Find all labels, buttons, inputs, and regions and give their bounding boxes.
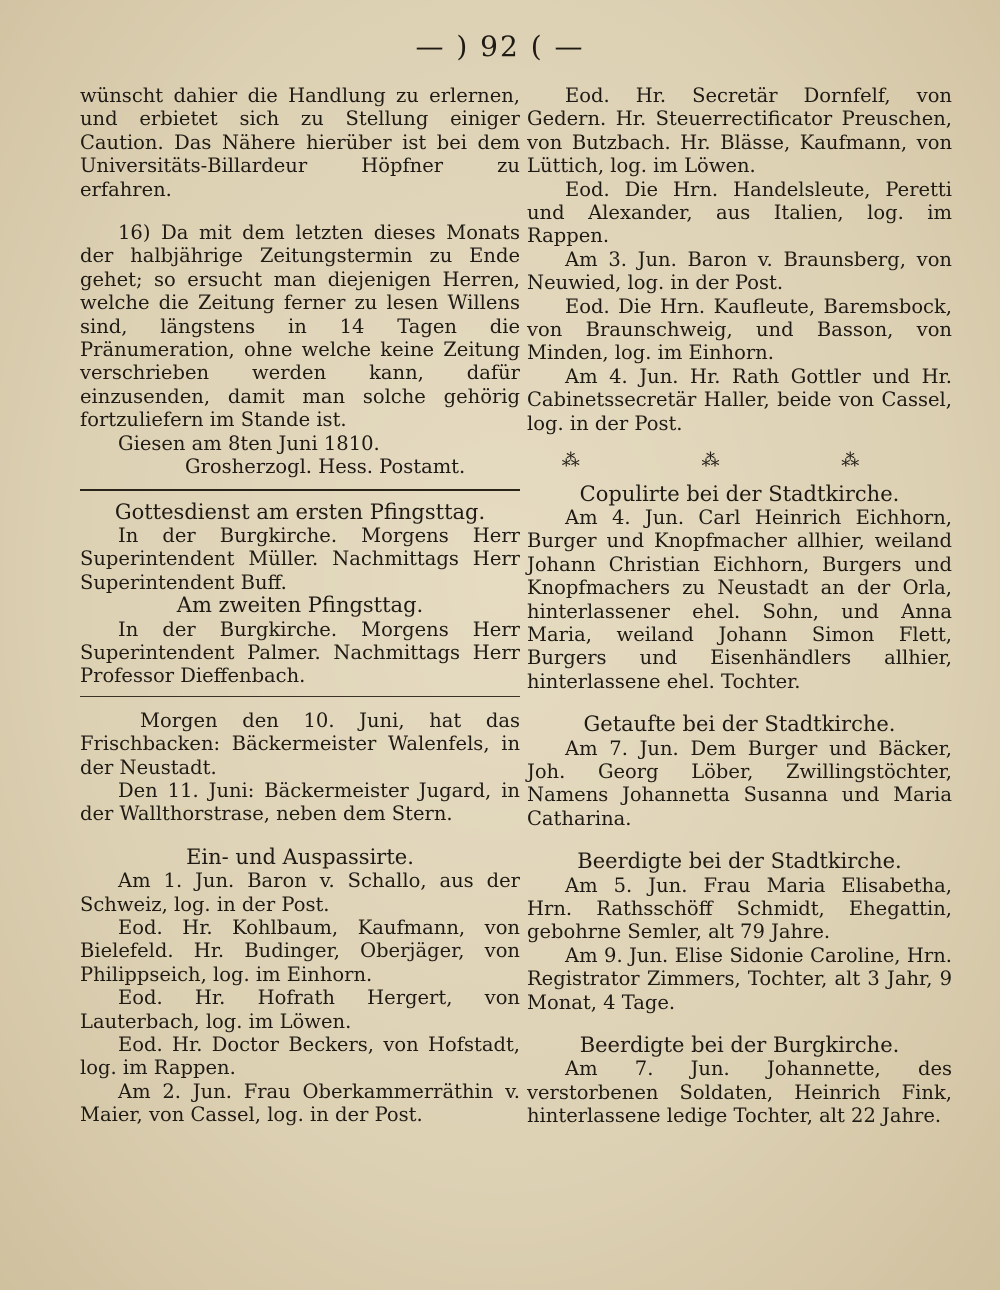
burial-entry: Am 9. Jun. Elise Sidonie Caroline, Hrn. Registrator Zimmers, Tochter, alt 3 Jahr, 9 Monat, 4 Tage. [527, 943, 952, 1014]
divider [80, 696, 520, 697]
arrival-entry: Eod. Hr. Doctor Beckers, von Hofstadt, log. im Rappen. [80, 1033, 520, 1080]
divider [80, 489, 520, 491]
page-number-header: — ) 92 ( — [415, 30, 585, 63]
notice-16: 16) Da mit dem letzten dieses Monats der halbjährige Zeitungstermin zu Ende gehet; so ersucht man diejenigen Herren, welche die Zeitung ferner zu lesen Willens sind, längstens in 14 Tagen die Pränumeration, ohne welche keine Zeitung verschrieben werden kann, dafür einzusenden, damit man solche gehörig fortzuliefern im Stande ist. [80, 221, 520, 432]
pentecost2-title: Am zweiten Pfingsttag. [176, 593, 424, 618]
pentecost1-text: In der Burgkirche. Morgens Herr Superintendent Müller. Nachmittags Herr Superintendent Buff. [80, 523, 520, 594]
arrival-entry: Eod. Die Hrn. Handelsleute, Peretti und Alexander, aus Italien, log. im Rappen. [527, 177, 952, 248]
arrival-entry: Eod. Hr. Kohlbaum, Kaufmann, von Bielefeld. Hr. Budinger, Oberjäger, von Philippseich, log. im Einhorn. [80, 916, 520, 986]
arrival-entry: Am 2. Jun. Frau Oberkammerräthin v. Maier, von Cassel, log. in der Post. [80, 1079, 520, 1127]
pentecost2-text: In der Burgkirche. Morgens Herr Superintendent Palmer. Nachmittags Herr Professor Dieffenbach. [80, 617, 520, 688]
baptized-text: Am 7. Jun. Dem Burger und Bäcker, Joh. Georg Löber, Zwillingstöchter, Namens Johannetta Susanna und Maria Catharina. [527, 736, 952, 830]
arrival-entry: Eod. Hr. Hofrath Hergert, von Lauterbach, log. im Löwen. [80, 986, 520, 1033]
baker-notice-2: Den 11. Juni: Bäckermeister Jugard, in der Wallthorstrase, neben dem Stern. [80, 778, 520, 826]
buried-burgkirche-title: Beerdigte bei der Burgkirche. [579, 1033, 900, 1058]
pentecost1-title: Gottesdienst am ersten Pfingsttag. [114, 499, 486, 524]
arrival-entry: Am 1. Jun. Baron v. Schallo, aus der Schweiz, log. in der Post. [80, 869, 520, 916]
baker-notice-1: Morgen den 10. Juni, hat das Frischbacken: Bäckermeister Walenfels, in der Neustadt. [80, 708, 520, 779]
arrivals-title: Ein- und Auspassirte. [186, 844, 414, 869]
married-title: Copulirte bei der Stadtkirche. [579, 481, 900, 506]
asterism-ornament-icon: ⁂ ⁂ ⁂ [561, 450, 918, 472]
arrival-entry: Am 4. Jun. Hr. Rath Gottler und Hr. Cabinetssecretär Haller, beide von Cassel, log. in der Post. [527, 364, 952, 435]
sign-place-date: Giesen am 8ten Juni 1810. [118, 431, 380, 455]
buried-stadtkirche-title: Beerdigte bei der Stadtkirche. [577, 849, 902, 874]
married-text: Am 4. Jun. Carl Heinrich Eichhorn, Burger und Knopfmacher allhier, weiland Johann Christian Eichhorn, Burgers und Knopfmachers zu Neustadt an der Orla, hinterlassener ehel. Sohn, und Anna Maria, weiland Johann Simon Flett, Burgers und Eisenhändlers allhier, hinterlassene ehel. Tochter. [527, 505, 952, 693]
arrival-entry: Am 3. Jun. Baron v. Braunsberg, von Neuwied, log. in der Post. [527, 247, 952, 295]
arrival-entry: Eod. Hr. Secretär Dornfelf, von Gedern. Hr. Steuerrectificator Preuschen, von Butzbach. Hr. Blässe, Kaufmann, von Lüttich, log. im Löwen. [527, 84, 952, 178]
right-column [527, 84, 952, 1128]
arrival-entry: Eod. Die Hrn. Kaufleute, Baremsbock, von Braunschweig, und Basson, von Minden, log. im Einhorn. [527, 294, 952, 365]
burial-entry: Am 7. Jun. Johannette, des verstorbenen Soldaten, Heinrich Fink, hinterlassene ledige Tochter, alt 22 Jahre. [527, 1057, 952, 1128]
intro-paragraph: wünscht dahier die Handlung zu erlernen, und erbietet sich zu Stellung einiger Caution. Das Nähere hierüber ist bei dem Universitäts-Billardeur Höpfner zu erfahren. [80, 84, 520, 201]
burial-entry: Am 5. Jun. Frau Maria Elisabetha, Hrn. Rathsschöff Schmidt, Ehegattin, gebohrne Semler, alt 79 Jahre. [527, 873, 952, 944]
baptized-title: Getaufte bei der Stadtkirche. [583, 712, 896, 737]
sign-office: Grosherzogl. Hess. Postamt. [185, 455, 466, 479]
left-column [80, 84, 520, 1127]
